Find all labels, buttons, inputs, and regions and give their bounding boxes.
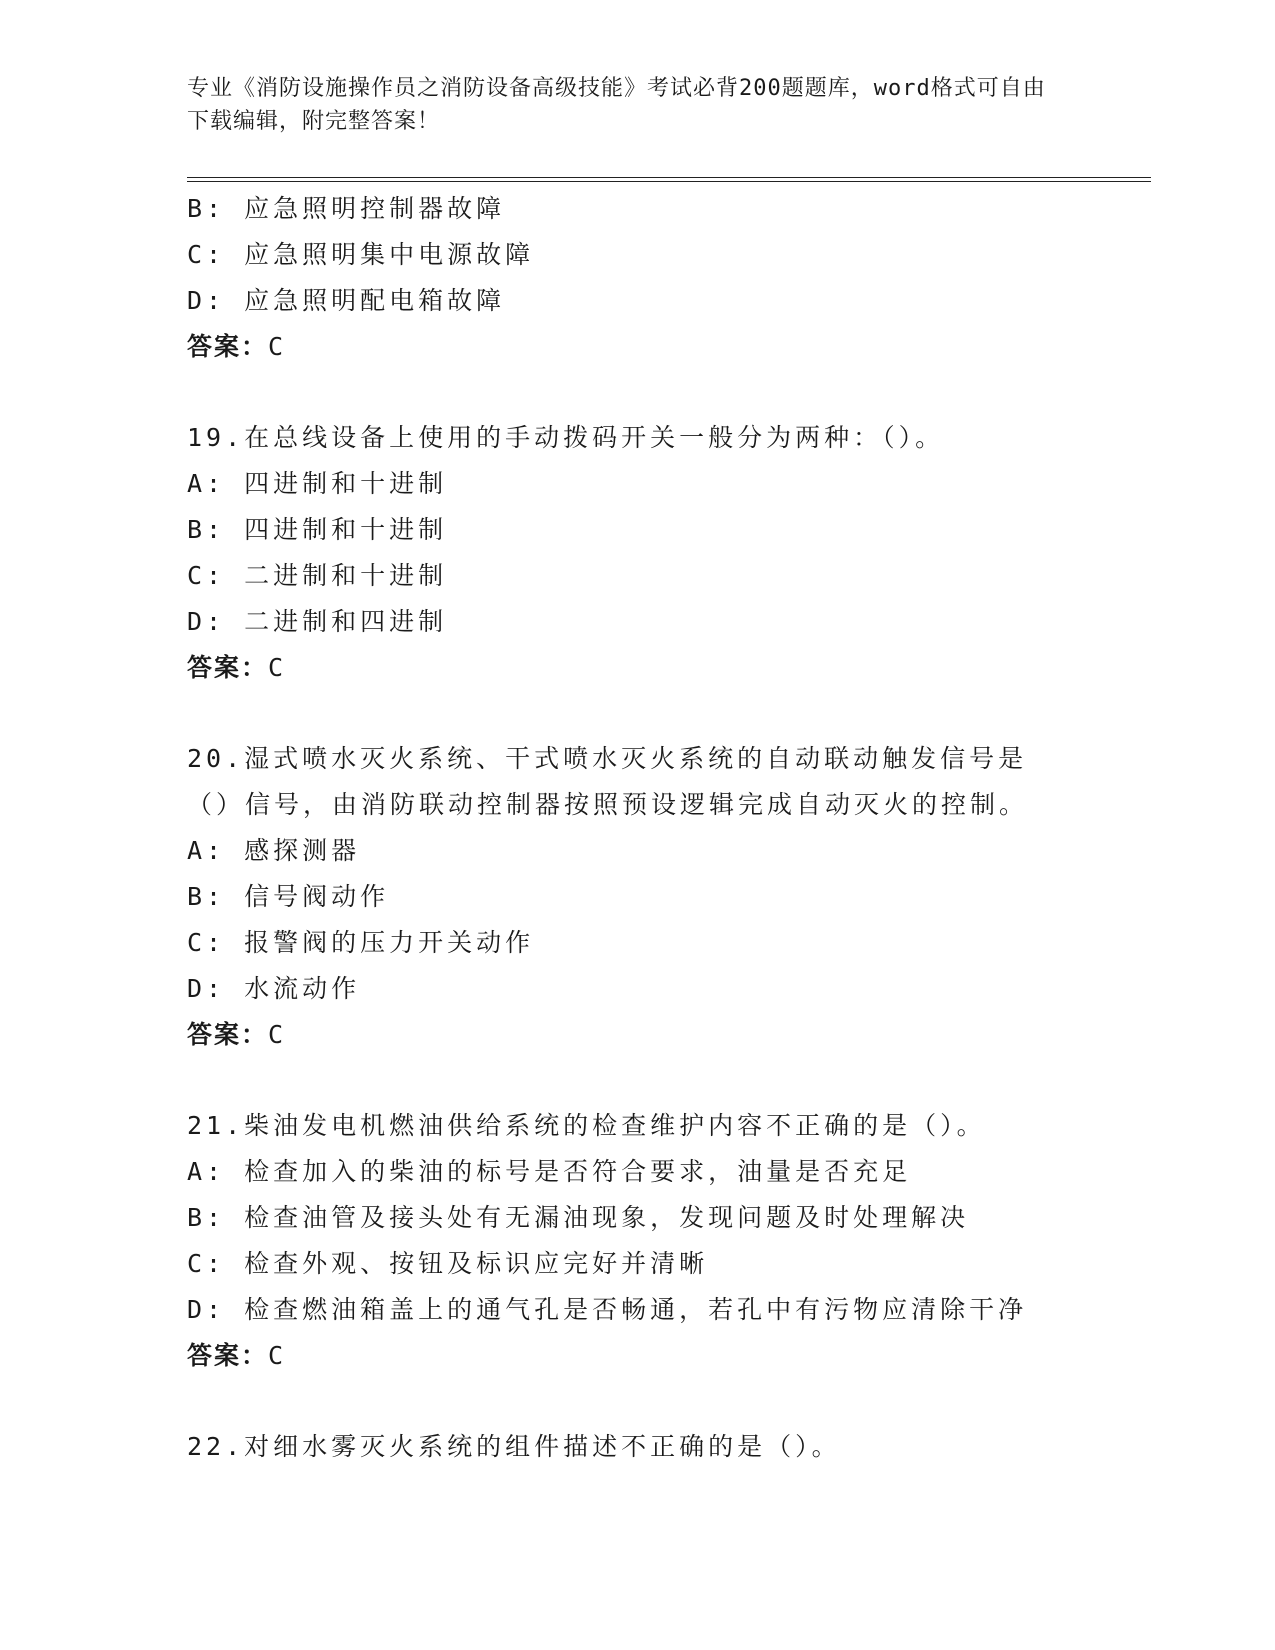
option-c: C: 二进制和十进制 — [187, 561, 448, 590]
option-b: B: 信号阀动作 — [187, 882, 390, 911]
option-c: C: 应急照明集中电源故障 — [187, 240, 535, 269]
option-a: A: 检查加入的柴油的标号是否符合要求，油量是否充足 — [187, 1157, 912, 1186]
question-21 — [187, 1103, 1151, 1379]
option-b: B: 应急照明控制器故障 — [187, 194, 506, 223]
option-a: A: 四进制和十进制 — [187, 469, 448, 498]
answer-label: 答案： — [187, 653, 269, 682]
question-20 — [187, 736, 1151, 1058]
option-d: D: 检查燃油箱盖上的通气孔是否畅通，若孔中有污物应清除干净 — [187, 1295, 1028, 1324]
answer-line — [187, 324, 1151, 370]
header-text: 专业《消防设施操作员之消防设备高级技能》考试必背200题题库，word格式可自由下载编辑，附完整答案！ — [187, 76, 1046, 134]
document-header — [187, 72, 1067, 138]
answer-value: C — [268, 1341, 286, 1370]
answer-line — [187, 645, 1151, 691]
prev-question — [187, 186, 1151, 370]
option-d: D: 应急照明配电箱故障 — [187, 286, 506, 315]
option-c: C: 检查外观、按钮及标识应完好并清晰 — [187, 1249, 709, 1278]
option-d: D: 二进制和四进制 — [187, 607, 448, 636]
option-d: D: 水流动作 — [187, 974, 361, 1003]
answer-value: C — [268, 1020, 286, 1049]
answer-line — [187, 1333, 1151, 1379]
option-c: C: 报警阀的压力开关动作 — [187, 928, 535, 957]
header-rule-top — [187, 177, 1151, 178]
answer-value: C — [268, 332, 286, 361]
question-22 — [187, 1424, 1151, 1470]
answer-line — [187, 1012, 1151, 1058]
question-text: 20.湿式喷水灭火系统、干式喷水灭火系统的自动联动触发信号是（）信号，由消防联动控制器按照预设逻辑完成自动灭火的控制。 — [187, 744, 1029, 819]
answer-label: 答案： — [187, 1020, 269, 1049]
option-b: B: 检查油管及接头处有无漏油现象，发现问题及时处理解决 — [187, 1203, 970, 1232]
question-19 — [187, 415, 1151, 691]
question-text: 19.在总线设备上使用的手动拨码开关一般分为两种：（）。 — [187, 423, 945, 452]
answer-value: C — [268, 653, 286, 682]
question-text: 22.对细水雾灭火系统的组件描述不正确的是（）。 — [187, 1432, 841, 1461]
header-rule-bottom — [187, 181, 1151, 182]
question-text: 21.柴油发电机燃油供给系统的检查维护内容不正确的是（）。 — [187, 1111, 986, 1140]
option-a: A: 感探测器 — [187, 836, 361, 865]
answer-label: 答案： — [187, 332, 269, 361]
answer-label: 答案： — [187, 1341, 269, 1370]
option-b: B: 四进制和十进制 — [187, 515, 448, 544]
question-list — [187, 186, 1151, 1470]
